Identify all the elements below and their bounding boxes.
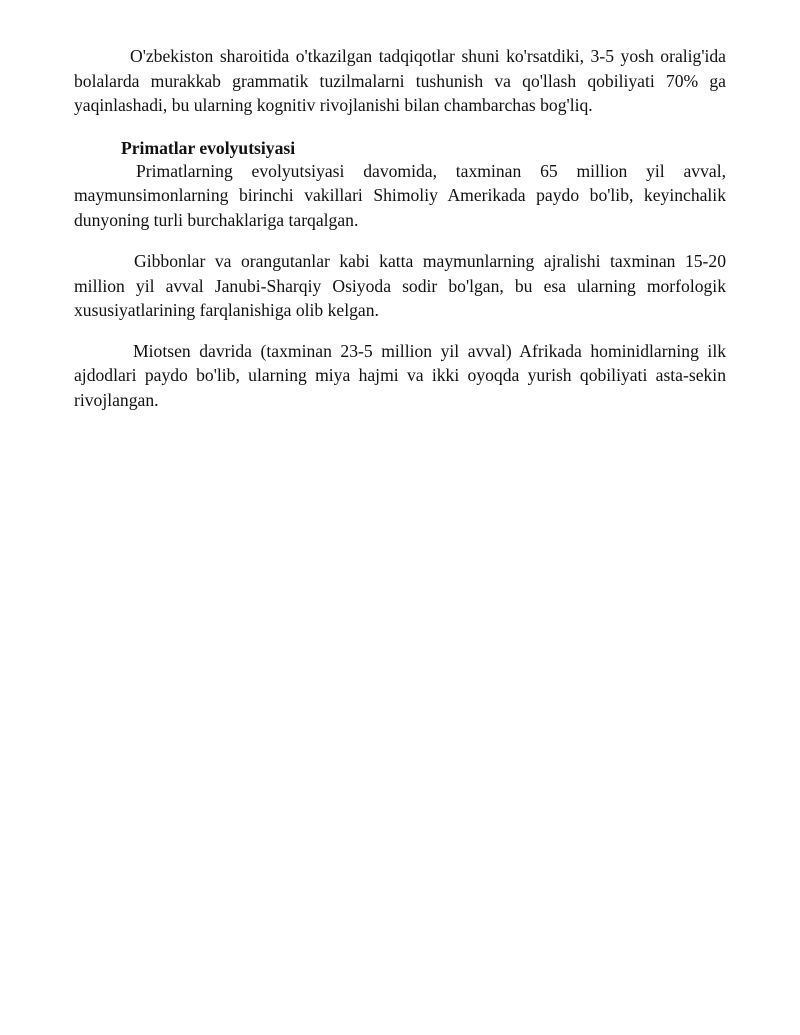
paragraph-great-apes: Gibbonlar va orangutanlar kabi katta maymunlarning ajralishi taxminan 15-20 million yil avval Janubi-Sharqiy Osiyoda sodir bo'lgan, bu esa ularning morfologik xususiyatlarining farqlanishiga olib kelgan. xyxy=(74,251,726,320)
paragraph-language-development: O'zbekiston sharoitida o'tkazilgan tadqiqotlar shuni ko'rsatdiki, 3-5 yosh oralig'ida bolalarda murakkab grammatik tuzilmalarni tushunish va qo'llash qobiliyati 70% ga yaqinlashadi, bu ularning kognitiv rivojlanishi bilan chambarchas bog'liq. xyxy=(74,46,726,115)
paragraph-miocene: Miotsen davrida (taxminan 23-5 million yil avval) Afrikada hominidlarning ilk ajdodlari paydo bo'lib, ularning miya hajmi va ikki oyoqda yurish qobiliyati asta-sekin rivojlangan. xyxy=(74,340,726,410)
section-heading: Primatlar evolyutsiyasi xyxy=(121,137,296,158)
document-page xyxy=(74,44,726,412)
paragraph-primate-evolution: Primatlarning evolyutsiyasi davomida, taxminan 65 million yil avval, maymunsimonlarning birinchi vakillari Shimoliy Amerikada paydo bo'lib, keyinchalik dunyoning turli burchaklariga tarqalgan. xyxy=(74,160,726,230)
